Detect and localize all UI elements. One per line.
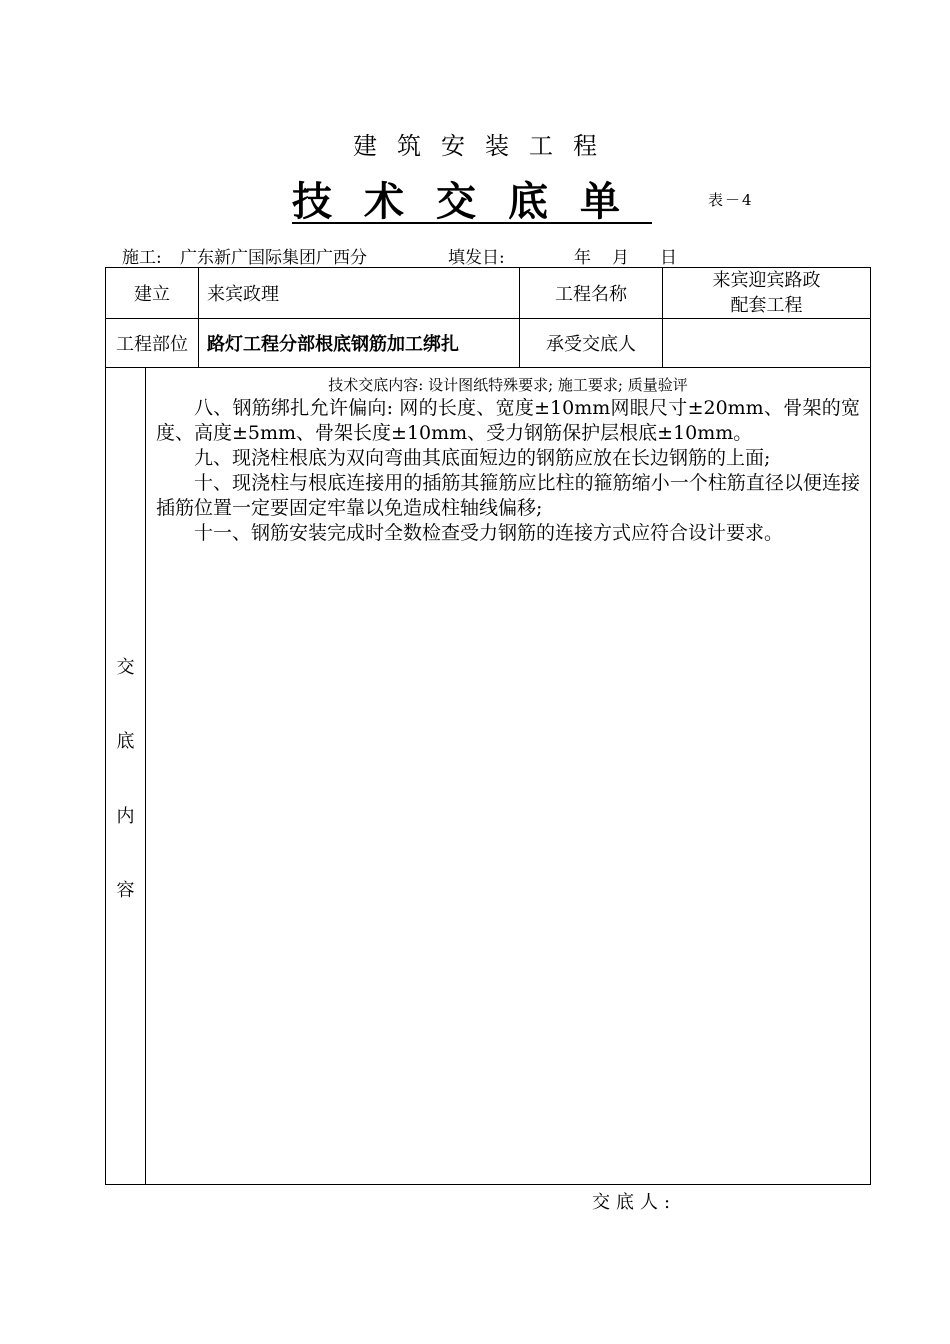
- content-paragraph: 八、钢筋绑扎允许偏向: 网的长度、宽度±10mm网眼尺寸±20mm、骨架的宽度、高度±5mm、骨架长度±10mm、受力钢筋保护层根底±10mm。: [156, 397, 860, 444]
- year-label: 年: [574, 248, 591, 268]
- builder-value: 来宾政理: [199, 268, 520, 319]
- project-name-line2: 配套工程: [730, 295, 803, 316]
- content-area: [146, 368, 871, 1185]
- project-part-value: 路灯工程分部根底钢筋加工绑扎: [199, 319, 520, 368]
- page-title: 技术交底单: [292, 178, 652, 225]
- construction-value: 广东新广国际集团广西分: [180, 248, 367, 268]
- content-paragraph: 十一、钢筋安装完成时全数检查受力钢筋的连接方式应符合设计要求。: [194, 522, 784, 544]
- recipient-label: 承受交底人: [520, 319, 663, 368]
- construction-label: 施工:: [122, 248, 162, 268]
- builder-label: 建立: [106, 268, 199, 319]
- presenter-label: 交底人:: [592, 1192, 677, 1213]
- side-char: 内: [116, 806, 135, 827]
- content-side-label: [106, 368, 146, 1185]
- project-name-line1: 来宾迎宾路政: [712, 270, 821, 291]
- project-name-value: [663, 268, 871, 319]
- month-label: 月: [612, 248, 629, 268]
- form-number: 表－4: [708, 191, 754, 209]
- side-char: 容: [116, 880, 135, 901]
- project-name-label: 工程名称: [520, 268, 663, 319]
- content-paragraph: 九、现浇柱根底为双向弯曲其底面短边的钢筋应放在长边钢筋的上面;: [194, 447, 771, 469]
- subtitle: 建筑安装工程: [353, 132, 617, 160]
- recipient-value: [663, 319, 871, 368]
- handover-table: [105, 267, 871, 1185]
- side-char: 交: [116, 657, 135, 678]
- issue-date-label: 填发日:: [448, 248, 505, 268]
- side-char: 底: [116, 731, 135, 752]
- content-heading: 技术交底内容: 设计图纸特殊要求; 施工要求; 质量验评: [328, 376, 688, 394]
- day-label: 日: [660, 248, 677, 268]
- content-paragraph: 十、现浇柱与根底连接用的插筋其箍筋应比柱的箍筋缩小一个柱筋直径以便连接插筋位置一定要固定牢靠以免造成柱轴线偏移;: [156, 472, 860, 519]
- project-part-label: 工程部位: [106, 319, 199, 368]
